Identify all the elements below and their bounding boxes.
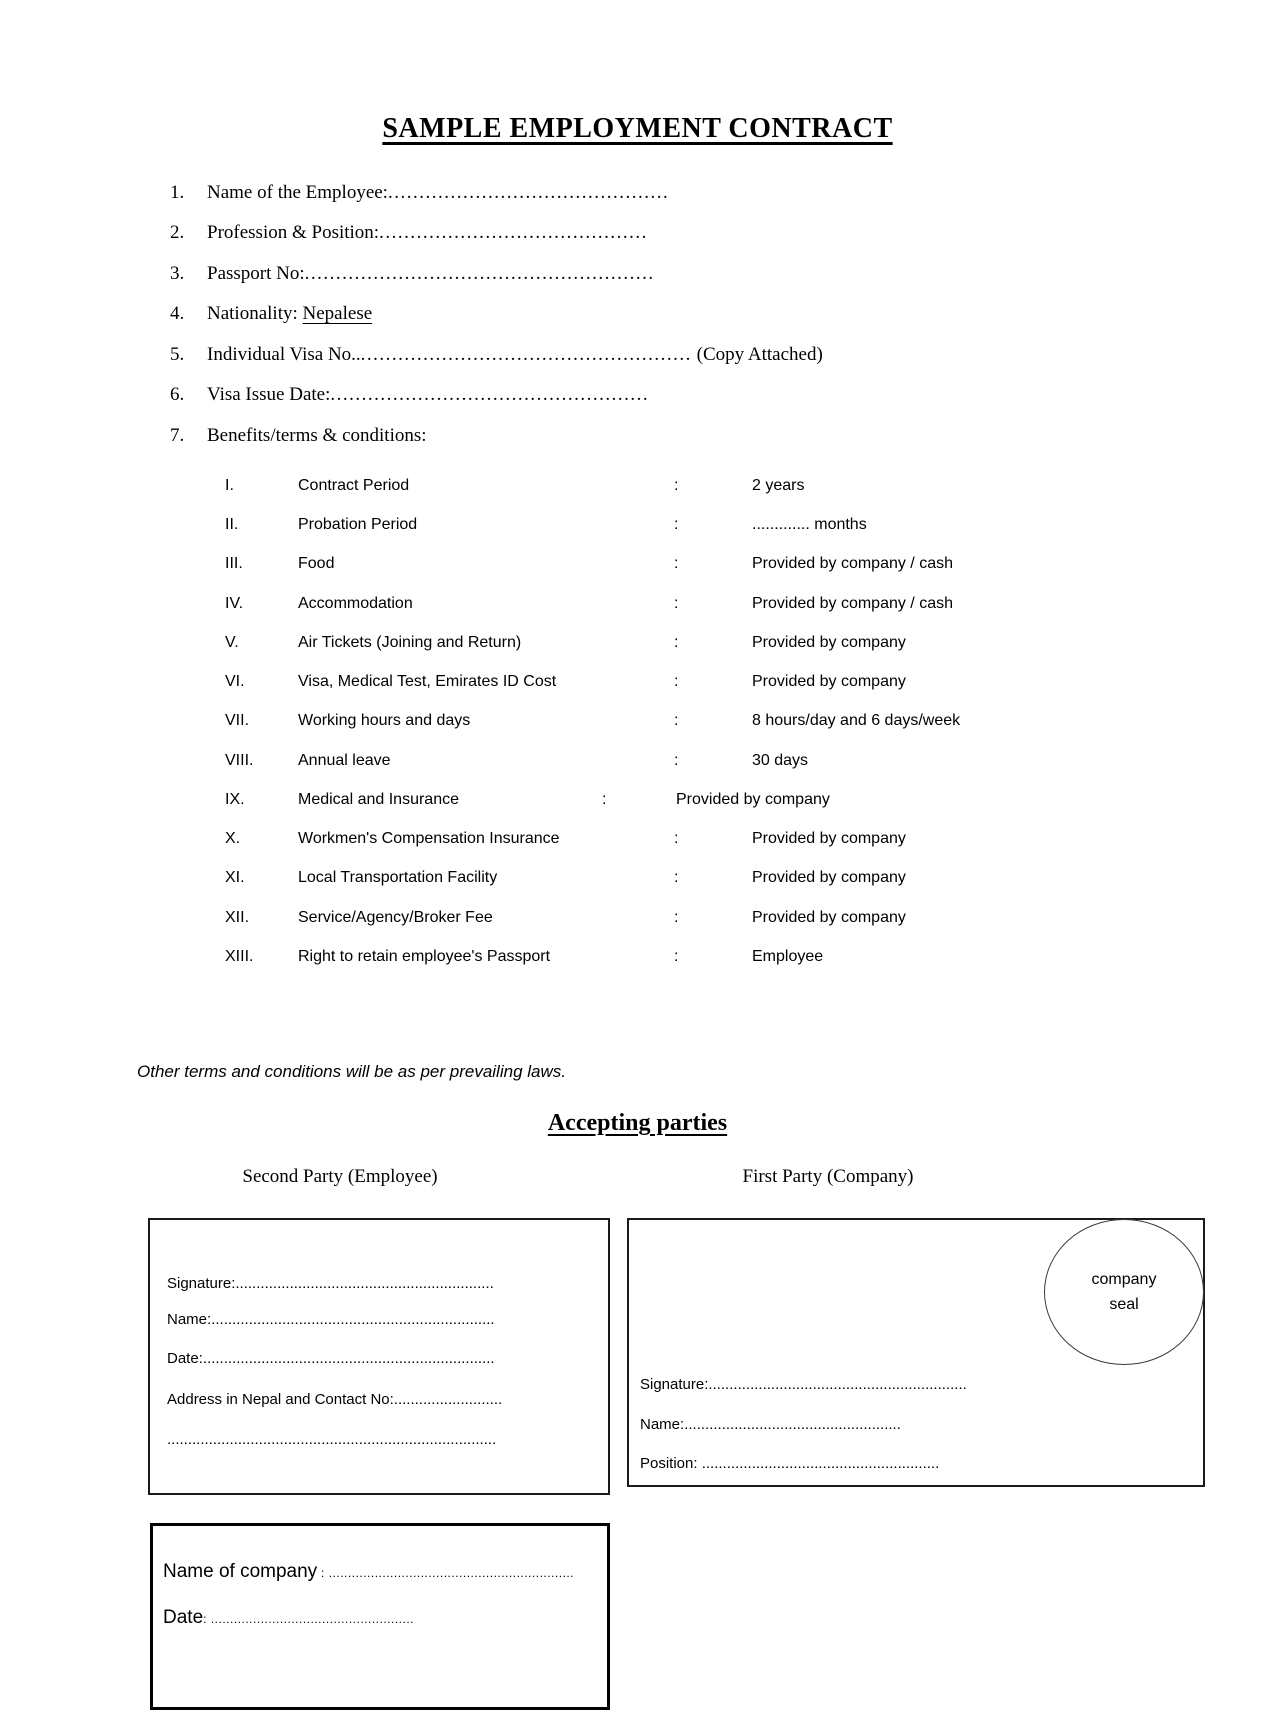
company-date-field — [163, 1603, 414, 1633]
benefit-numeral: III. — [225, 555, 243, 572]
benefit-row-working-hours — [0, 709, 1275, 733]
date-label: Date: — [167, 1350, 203, 1367]
seal-line-1: company — [1091, 1271, 1157, 1288]
benefit-colon: : — [674, 869, 679, 886]
date-label: Date — [163, 1607, 204, 1628]
dotted-blank: ........................................... — [379, 222, 648, 243]
company-position-line — [640, 1452, 939, 1476]
dotted-blank: ..................................................... — [206, 1612, 415, 1626]
benefit-numeral: IV. — [225, 595, 244, 612]
benefit-label: Medical and Insurance — [298, 791, 459, 808]
benefit-numeral: IX. — [225, 791, 245, 808]
benefit-value: Provided by company — [752, 673, 906, 690]
dotted-blank: .............................................................. — [708, 1376, 967, 1393]
benefit-numeral: VI. — [225, 673, 245, 690]
benefit-colon: : — [602, 791, 607, 808]
company-seal-circle — [1044, 1219, 1204, 1365]
item-text — [207, 382, 649, 408]
benefit-row-annual-leave — [0, 749, 1275, 773]
benefit-row-passport-retention — [0, 945, 1275, 969]
benefit-value: Provided by company — [752, 869, 906, 886]
benefit-label: Workmen's Compensation Insurance — [298, 830, 560, 847]
item-number: 5. — [170, 344, 185, 365]
benefit-row-visa-medical — [0, 670, 1275, 694]
numbered-item-2 — [0, 220, 1275, 246]
benefit-row-air-tickets — [0, 631, 1275, 655]
item-text — [207, 220, 648, 246]
benefit-numeral: XI. — [225, 869, 245, 886]
dotted-blank: ...................................................................... — [202, 1350, 495, 1367]
benefit-label: Service/Agency/Broker Fee — [298, 909, 493, 926]
benefit-colon: : — [674, 948, 679, 965]
benefit-value: 8 hours/day and 6 days/week — [752, 712, 961, 729]
benefit-colon: : — [674, 673, 679, 690]
dotted-blank: ......................................................... — [701, 1455, 940, 1472]
benefit-value: Provided by company — [752, 634, 906, 651]
benefit-label: Visa, Medical Test, Emirates ID Cost — [298, 673, 557, 690]
dotted-blank: ............................................. — [387, 182, 670, 203]
company-signature-line — [640, 1373, 967, 1397]
benefit-row-contract-period — [0, 474, 1275, 498]
benefit-numeral: II. — [225, 516, 239, 533]
company-name-line — [640, 1413, 901, 1437]
benefit-label: Accommodation — [298, 595, 413, 612]
benefit-colon: : — [674, 909, 679, 926]
benefit-label: Right to retain employee's Passport — [298, 948, 551, 965]
benefit-numeral: VIII. — [225, 752, 254, 769]
benefit-colon: : — [674, 555, 679, 572]
numbered-item-3 — [0, 261, 1275, 287]
item-number: 7. — [170, 425, 185, 446]
item-label: Individual Visa No.. — [207, 344, 361, 365]
item-number: 3. — [170, 263, 185, 284]
employee-address-line — [167, 1388, 502, 1412]
benefit-value: ............. months — [752, 516, 867, 533]
item-text — [207, 423, 427, 449]
company-name-label: Name of company — [163, 1561, 318, 1582]
item-text — [207, 301, 372, 327]
item-label: Nationality: — [207, 303, 303, 324]
benefit-label: Air Tickets (Joining and Return) — [298, 634, 522, 651]
dotted-blank: ........................................................ — [304, 263, 655, 284]
benefit-numeral: V. — [225, 634, 239, 651]
item-label: Passport No: — [207, 263, 305, 284]
benefit-value: Provided by company — [752, 909, 906, 926]
benefit-value: Provided by company — [676, 791, 830, 808]
benefit-colon: : — [674, 752, 679, 769]
benefit-label: Working hours and days — [298, 712, 471, 729]
item-text — [207, 261, 655, 287]
second-party-label: Second Party (Employee) — [242, 1166, 438, 1187]
employee-signature-box — [148, 1218, 610, 1495]
benefit-colon: : — [674, 595, 679, 612]
benefit-label: Annual leave — [298, 752, 391, 769]
item-label: Name of the Employee: — [207, 182, 388, 203]
employee-date-line — [167, 1347, 495, 1371]
benefit-row-accommodation — [0, 592, 1275, 616]
benefit-numeral: X. — [225, 830, 241, 847]
name-label: Name: — [640, 1416, 685, 1433]
dotted-blank: ................................................... — [330, 384, 650, 405]
benefit-value: 2 years — [752, 477, 805, 494]
item-number: 4. — [170, 303, 185, 324]
benefit-value: Provided by company — [752, 830, 906, 847]
signature-label: Signature: — [167, 1275, 236, 1292]
benefit-colon: : — [674, 712, 679, 729]
item-suffix: (Copy Attached) — [691, 344, 823, 365]
employee-address-continuation-line — [167, 1428, 496, 1452]
dotted-blank: ..................................................... — [360, 344, 692, 365]
dotted-blank: .......................... — [393, 1391, 503, 1408]
item-label: Profession & Position: — [207, 222, 380, 243]
benefit-colon: : — [674, 830, 679, 847]
nationality-value: Nepalese — [302, 303, 373, 324]
benefit-value: 30 days — [752, 752, 809, 769]
benefit-label: Local Transportation Facility — [298, 869, 498, 886]
address-label: Address in Nepal and Contact No: — [167, 1391, 394, 1408]
benefit-label: Food — [298, 555, 335, 572]
employee-name-line — [167, 1308, 495, 1332]
company-name-box — [150, 1523, 610, 1710]
colon-separator: : — [203, 1612, 207, 1626]
benefit-label: Contract Period — [298, 477, 410, 494]
numbered-item-4 — [0, 301, 1275, 327]
benefit-numeral: I. — [225, 477, 234, 494]
benefit-row-medical-insurance — [0, 788, 1275, 812]
dotted-blank: .................................................................... — [211, 1311, 495, 1328]
benefit-value: Employee — [752, 948, 824, 965]
seal-line-2: seal — [1109, 1296, 1139, 1313]
first-party-label: First Party (Company) — [742, 1166, 914, 1187]
name-label: Name: — [167, 1311, 212, 1328]
item-text — [207, 342, 823, 368]
employee-signature-line — [167, 1272, 494, 1296]
dotted-blank: .............................................................. — [235, 1275, 494, 1292]
page-title: SAMPLE EMPLOYMENT CONTRACT — [382, 113, 893, 144]
accepting-parties-heading: Accepting parties — [547, 1110, 728, 1136]
benefit-row-local-transportation — [0, 866, 1275, 890]
benefit-value: Provided by company / cash — [752, 595, 953, 612]
benefit-value: Provided by company / cash — [752, 555, 953, 572]
benefit-row-probation-period — [0, 513, 1275, 537]
benefit-row-workmen-compensation — [0, 827, 1275, 851]
dotted-blank: .................................................... — [684, 1416, 901, 1433]
item-label: Visa Issue Date: — [207, 384, 331, 405]
benefit-numeral: XII. — [225, 909, 250, 926]
benefit-numeral: XIII. — [225, 948, 254, 965]
prevailing-laws-note: Other terms and conditions will be as per prevailing laws. — [137, 1062, 566, 1081]
item-label: Benefits/terms & conditions: — [207, 425, 427, 446]
numbered-item-7 — [0, 423, 1275, 449]
item-text — [207, 180, 669, 206]
benefit-row-food — [0, 552, 1275, 576]
benefit-colon: : — [674, 516, 679, 533]
dotted-blank: ................................................................ — [328, 1566, 575, 1580]
position-label: Position: — [640, 1455, 702, 1472]
benefit-numeral: VII. — [225, 712, 250, 729]
item-number: 1. — [170, 182, 185, 203]
benefit-label: Probation Period — [298, 516, 418, 533]
numbered-item-6 — [0, 382, 1275, 408]
item-number: 2. — [170, 222, 185, 243]
signature-label: Signature: — [640, 1376, 709, 1393]
company-seal-text — [1045, 1267, 1203, 1317]
item-number: 6. — [170, 384, 185, 405]
colon-separator: : — [317, 1566, 329, 1580]
numbered-item-5 — [0, 342, 1275, 368]
benefit-colon: : — [674, 477, 679, 494]
company-name-field — [163, 1557, 574, 1587]
numbered-item-1 — [0, 180, 1275, 206]
benefit-colon: : — [674, 634, 679, 651]
dotted-blank: ............................................................................... — [167, 1431, 497, 1448]
benefit-row-service-fee — [0, 906, 1275, 930]
